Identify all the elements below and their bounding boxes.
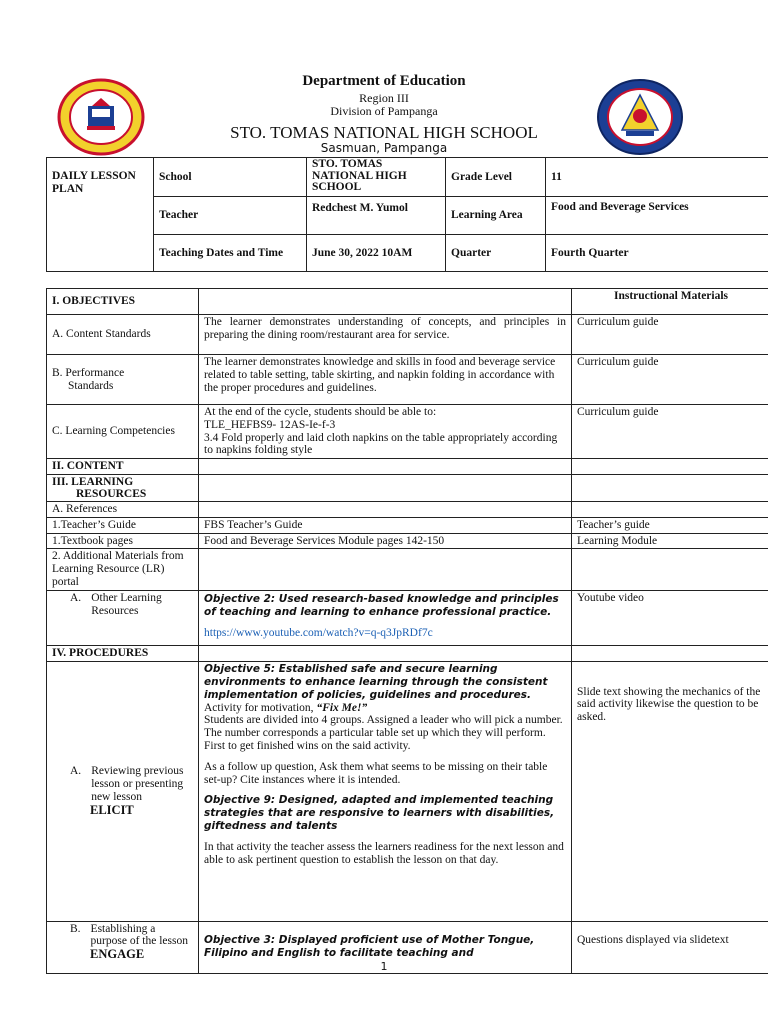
teacher-value: Redchest M. Yumol [307, 197, 446, 235]
motivation-activity [204, 702, 566, 715]
teachers-guide-label: 1.Teacher’s Guide [47, 517, 199, 533]
learning-competencies-text [199, 405, 572, 459]
elicit-tag: ELICIT [90, 802, 134, 817]
learning-resources-heading-1: III. LEARNING [52, 475, 134, 488]
competency-code: TLE_HEFBS9- 12AS-Ie-f-3 [204, 418, 336, 431]
elicit-letter: A. [70, 765, 82, 778]
learning-resources-heading [47, 474, 199, 501]
activity-description: Students are divided into 4 groups. Assigned a leader who will pick a number. The number corresponds a particular table set up which they will perform. First to get finished wins on the said activity. [204, 714, 563, 752]
learning-competencies-label: C. Learning Competencies [47, 405, 199, 459]
engage-tag: ENGAGE [90, 947, 145, 962]
elicit-label: Reviewing previous lesson or presenting new lesson [91, 765, 184, 804]
quarter-label: Quarter [446, 235, 546, 272]
performance-standards-material: Curriculum guide [572, 355, 768, 405]
teaching-dates-label: Teaching Dates and Time [154, 235, 307, 272]
other-learning-resources-label [47, 590, 199, 645]
objective-5-text: Objective 5: Established safe and secure learning environments to enhance learning through the consistent implementation of policies, guidelines and procedures. [204, 662, 548, 701]
follow-up-question: As a follow up question, Ask them what seems to be missing on their table set-up? Cite instances where it is intended. [204, 760, 548, 786]
textbook-pages-value: Food and Beverage Services Module pages 142-150 [199, 533, 572, 549]
teacher-label: Teacher [154, 197, 307, 235]
objective-2-text: Objective 2: Used research-based knowledge and principles of teaching and learning to enhance professional practice. [204, 592, 559, 618]
content-standards-material: Curriculum guide [572, 315, 768, 355]
engage-material: Questions displayed via slidetext [572, 921, 768, 973]
content-heading: II. CONTENT [47, 459, 199, 475]
page-number: 1 [380, 960, 388, 973]
performance-standards-label-1: B. Performance [52, 366, 125, 379]
engage-letter: B. [70, 922, 81, 935]
quarter-value: Fourth Quarter [546, 235, 768, 272]
motivation-title: “Fix Me!” [316, 701, 368, 714]
other-resources-material: Youtube video [572, 590, 768, 645]
learning-resources-heading-2: RESOURCES [76, 487, 147, 500]
content-standards-text: The learner demonstrates understanding of concepts, and principles in preparing the dining room/restaurant area for service. [199, 315, 572, 355]
objectives-heading: I. OBJECTIVES [47, 289, 199, 315]
learning-area-value: Food and Beverage Services [546, 197, 768, 235]
performance-standards-label [47, 355, 199, 405]
other-resources-text: Other Learning Resources [91, 591, 162, 617]
performance-standards-label-2: Standards [68, 379, 114, 392]
school-label: School [154, 158, 307, 197]
engage-label: Establishing a purpose of the lesson [90, 922, 188, 948]
other-resources-content [199, 590, 572, 645]
teachers-guide-material: Teacher’s guide [572, 517, 768, 533]
elicit-material: Slide text showing the mechanics of the said activity likewise the question to be asked. [572, 661, 768, 921]
references-label: A. References [47, 501, 199, 517]
region-line: Region III [359, 91, 409, 105]
objective-9-text: Objective 9: Designed, adapted and implemented teaching strategies that are responsive to learners with disabilities, giftedness and talents [204, 794, 555, 833]
competency-item: 3.4 Fold properly and laid cloth napkins on the table appropriately according to napkins folding style [204, 431, 558, 457]
teaching-dates-value: June 30, 2022 10AM [307, 235, 446, 272]
deped-seal-right-icon [596, 78, 684, 156]
learning-area-label: Learning Area [446, 197, 546, 235]
readiness-assessment: In that activity the teacher assess the learners readiness for the next lesson and able to ask pertinent question to establish the lesson on that day. [204, 841, 564, 867]
learning-competencies-material: Curriculum guide [572, 405, 768, 459]
deped-seal-left-icon [57, 78, 145, 156]
competency-intro: At the end of the cycle, students should be able to: [204, 406, 437, 418]
school-value: STO. TOMAS NATIONAL HIGH SCHOOL [307, 158, 446, 197]
textbook-pages-material: Learning Module [572, 533, 768, 549]
department-title: Department of Education [302, 73, 466, 89]
lesson-info-table [46, 157, 768, 272]
performance-standards-text: The learner demonstrates knowledge and skills in food and beverage service related to table setting, table skirting, and napkin folding in accordance with the proper procedures and guidelines. [199, 355, 572, 405]
daily-lesson-plan-title: DAILY LESSON PLAN [47, 158, 154, 272]
division-line: Division of Pampanga [330, 104, 438, 118]
motivation-prefix: Activity for motivation, [204, 701, 317, 714]
textbook-pages-label: 1.Textbook pages [47, 533, 199, 549]
youtube-link[interactable]: https://www.youtube.com/watch?v=q-q3JpRDf7c [204, 626, 433, 639]
teachers-guide-value: FBS Teacher’s Guide [199, 517, 572, 533]
school-name: STO. TOMAS NATIONAL HIGH SCHOOL [230, 123, 538, 142]
lesson-plan-table [46, 288, 768, 974]
school-address: Sasmuan, Pampanga [320, 141, 448, 155]
objective-3-text: Objective 3: Displayed proficient use of Mother Tongue, Filipino and English to facilitate teaching and [204, 933, 535, 959]
additional-materials-label: 2. Additional Materials from Learning Resource (LR) portal [47, 549, 199, 590]
instructional-materials-heading: Instructional Materials [572, 289, 768, 315]
other-resources-letter: A. [70, 591, 82, 604]
grade-level-value: 11 [546, 158, 768, 197]
elicit-content [199, 661, 572, 921]
elicit-label-cell [47, 661, 199, 921]
procedures-heading: IV. PROCEDURES [47, 645, 199, 661]
content-standards-label: A. Content Standards [47, 315, 199, 355]
grade-level-label: Grade Level [446, 158, 546, 197]
